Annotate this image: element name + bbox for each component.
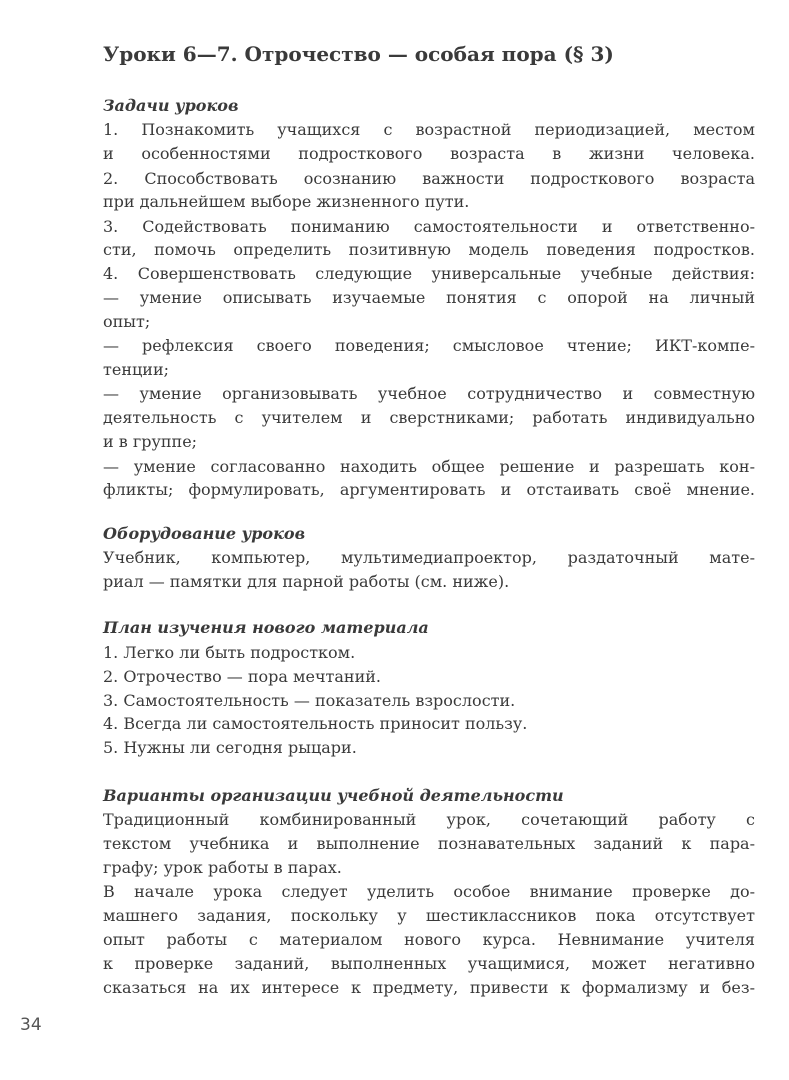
text-line: Учебник, компьютер, мультимедиапроектор, раздаточный мате- [103,548,755,567]
text-line: машнего задания, поскольку у шестиклассников пока отсутствует [103,906,755,925]
tasks-heading: Задачи уроков [103,96,239,115]
text-line: текстом учебника и выполнение познавательных заданий к пара- [103,834,755,853]
text-line: деятельность с учителем и сверстниками; работать индивидуально [103,408,755,427]
plan-item: 4. Всегда ли самостоятельность приносит пользу. [103,714,528,733]
text-line: 4. Совершенствовать следующие универсальные учебные действия: [103,264,755,283]
plan-heading: План изучения нового материала [103,618,429,637]
text-line: риал — памятки для парной работы (см. ниже). [103,572,510,591]
text-line: сказаться на их интересе к предмету, привести к формализму и без- [103,978,755,997]
lesson-title: Уроки 6—7. Отрочество — особая пора (§ 3) [103,42,614,66]
text-line: при дальнейшем выборе жизненного пути. [103,192,470,211]
text-line: 2. Способствовать осознанию важности подросткового возраста [103,169,755,188]
text-line: — рефлексия своего поведения; смысловое чтение; ИКТ-компе- [103,336,755,355]
plan-item: 1. Легко ли быть подростком. [103,643,356,662]
text-line: В начале урока следует уделить особое внимание проверке до- [103,882,755,901]
equipment-heading: Оборудование уроков [103,524,306,543]
text-line: сти, помочь определить позитивную модель поведения подростков. [103,240,755,259]
page-number: 34 [20,1015,42,1035]
text-line: и в группе; [103,432,198,451]
variants-heading: Варианты организации учебной деятельности [103,786,564,805]
text-line: Традиционный комбинированный урок, сочетающий работу с [103,810,755,829]
text-line: и особенностями подросткового возраста в жизни человека. [103,144,755,163]
text-line: опыт работы с материалом нового курса. Невнимание учителя [103,930,755,949]
text-line: опыт; [103,312,151,331]
text-line: фликты; формулировать, аргументировать и отстаивать своё мнение. [103,480,755,499]
plan-item: 5. Нужны ли сегодня рыцари. [103,738,357,757]
plan-item: 3. Самостоятельность — показатель взрослости. [103,691,516,710]
text-line: графу; урок работы в парах. [103,858,342,877]
text-line: — умение согласованно находить общее решение и разрешать кон- [103,457,755,476]
text-line: — умение организовывать учебное сотрудничество и совместную [103,384,755,403]
text-line: 3. Содействовать пониманию самостоятельности и ответственно- [103,217,755,236]
text-line: к проверке заданий, выполненных учащимися, может негативно [103,954,755,973]
text-line: 1. Познакомить учащихся с возрастной периодизацией, местом [103,120,755,139]
plan-item: 2. Отрочество — пора мечтаний. [103,667,381,686]
text-line: тенции; [103,360,169,379]
text-line: — умение описывать изучаемые понятия с опорой на личный [103,288,755,307]
